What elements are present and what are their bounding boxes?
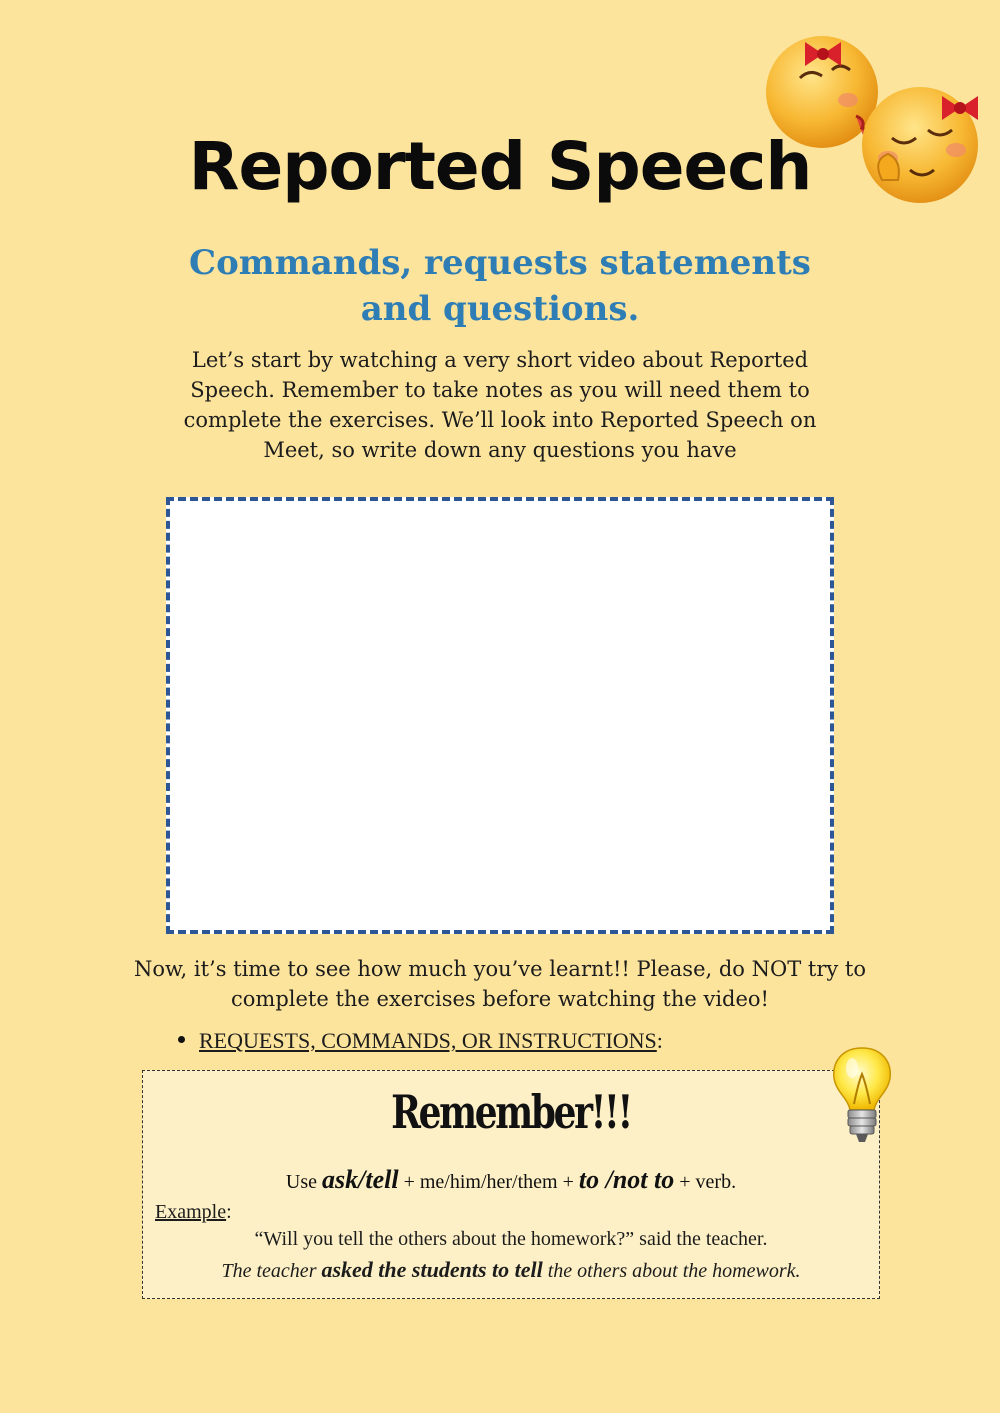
page-subtitle: Commands, requests statements and questions.	[189, 243, 811, 329]
example-label-text: Example	[155, 1201, 227, 1223]
section-bullet-label: REQUESTS, COMMANDS, OR INSTRUCTIONS	[199, 1028, 657, 1053]
intro-paragraph: Let’s start by watching a very short video about Reported Speech. Remember to take notes as you will need them to complete the exercises. We’ll look into Reported Speech on Meet, so write down any questions you have	[183, 348, 817, 462]
reported-end: the others about the homework.	[542, 1260, 801, 1282]
page-title: Reported Speech	[188, 128, 812, 205]
example-label	[155, 1201, 232, 1224]
lightbulb-icon	[826, 1044, 898, 1148]
remember-box	[142, 1070, 880, 1299]
rule-verbs: ask/tell	[322, 1165, 399, 1194]
video-placeholder[interactable]	[166, 497, 834, 934]
example-reported	[143, 1257, 879, 1283]
rule-prefix: Use	[285, 1171, 323, 1193]
bullet-icon	[178, 1036, 185, 1043]
instructions-paragraph: Now, it’s time to see how much you’ve learnt!! Please, do NOT try to complete the exercises before watching the video!	[134, 957, 866, 1011]
section-bullet	[178, 1028, 663, 1054]
rule-suffix: + verb.	[674, 1171, 737, 1193]
example-quote: “Will you tell the others about the homework?” said the teacher.	[254, 1228, 768, 1250]
reported-emphasis: asked the students to tell	[321, 1257, 543, 1282]
section-bullet-suffix: :	[656, 1028, 663, 1053]
grammar-rule	[143, 1165, 879, 1195]
reported-start: The teacher	[221, 1260, 322, 1282]
rule-infinitive: to /not to	[578, 1165, 675, 1194]
rule-pronouns: + me/him/her/them +	[398, 1171, 579, 1193]
remember-heading: Remember!!!	[391, 1085, 631, 1139]
example-colon: :	[226, 1201, 232, 1223]
